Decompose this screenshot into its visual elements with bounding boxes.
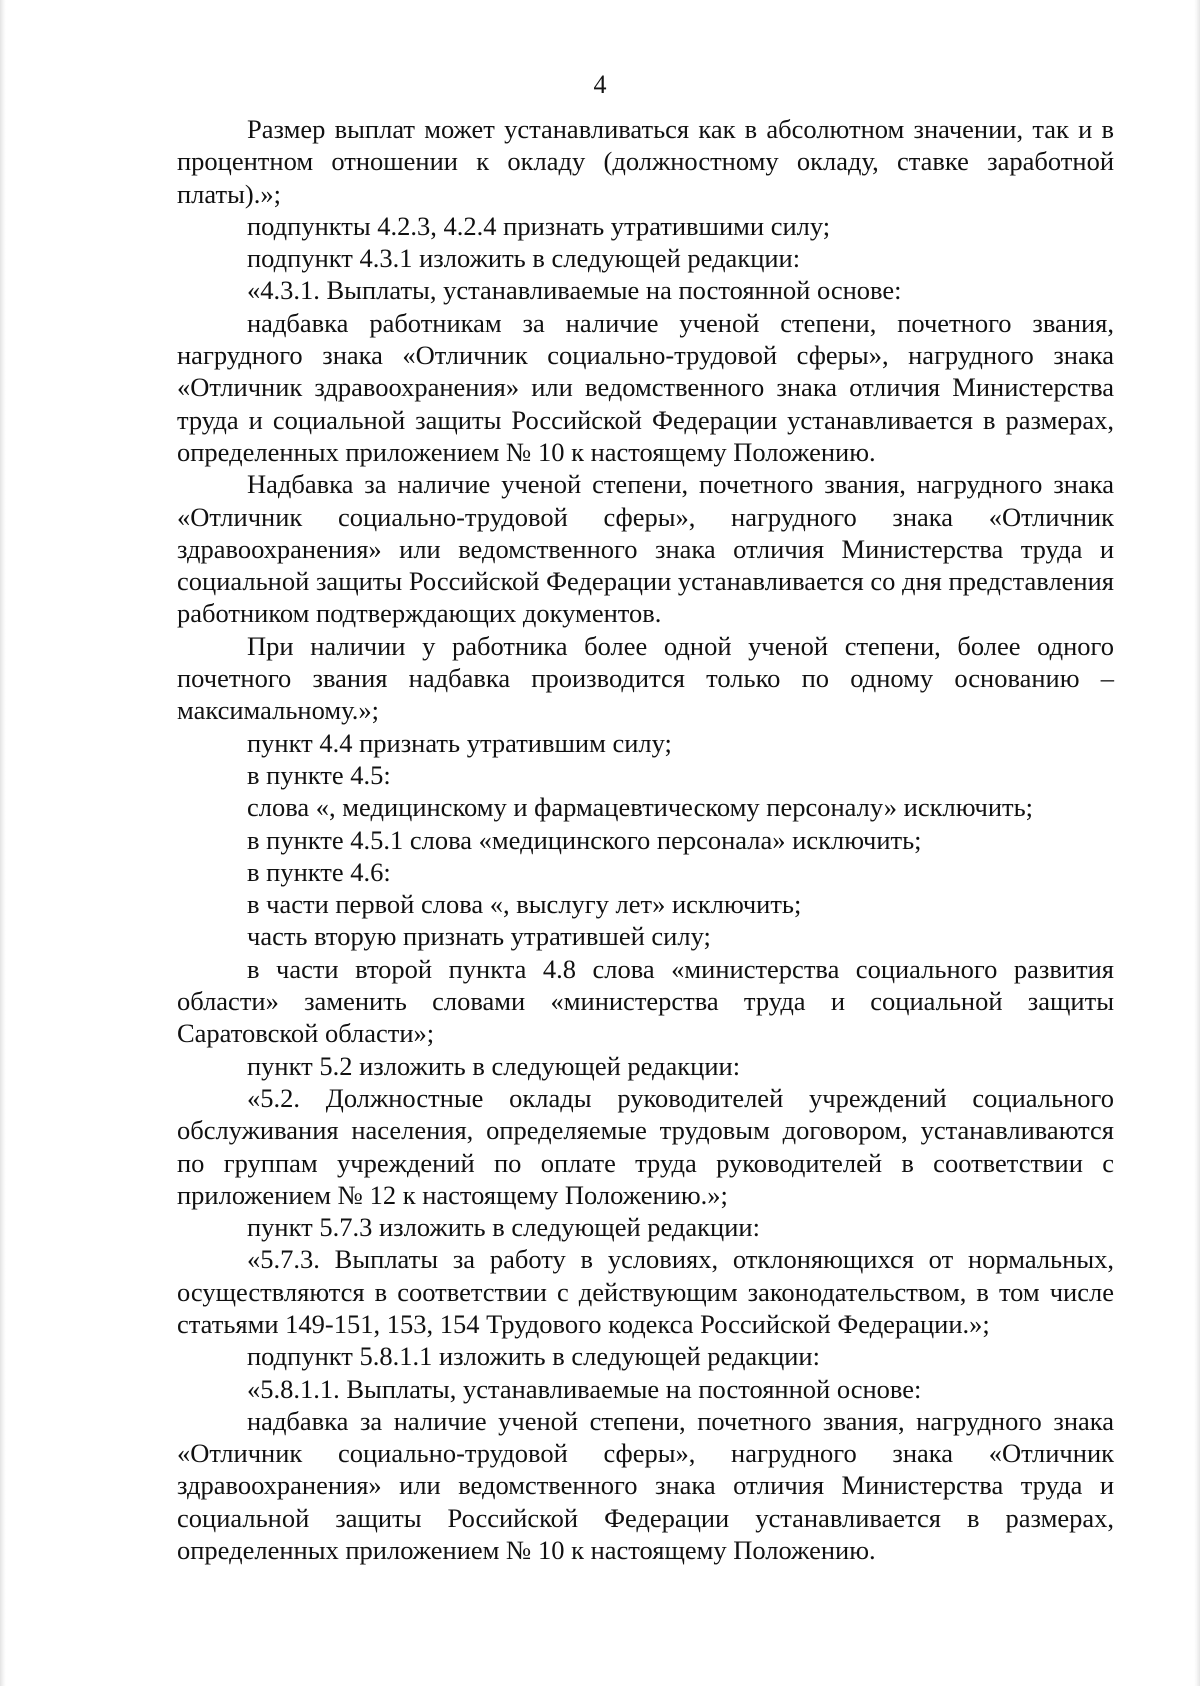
paragraph: в пункте 4.6:	[247, 856, 391, 887]
paragraph: в пункте 4.5:	[247, 759, 391, 790]
paragraph: «5.2. Должностные оклады руководителей учреждений социального обслуживания населения, определяемые трудовым договором, устанавливаются по группам учреждений по оплате труда руководителей в соответствии с приложением № 12 к настоящему Положению.»;	[177, 1082, 1114, 1210]
paragraph: в части первой слова «, выслугу лет» исключить;	[247, 889, 802, 920]
paragraph: «5.7.3. Выплаты за работу в условиях, отклоняющихся от нормальных, осуществляются в соответствии с действующим законодательством, в том числе статьями 149-151, 153, 154 Трудового кодекса Российской Федерации.»;	[177, 1244, 1114, 1339]
paragraph: Надбавка за наличие ученой степени, почетного звания, нагрудного знака «Отличник социально-трудовой сферы», нагрудного знака «Отличник здравоохранения» или ведомственного знака отличия Министерства труда и социальной защиты Российской Федерации устанавливается со дня представления работником подтверждающих документов.	[177, 469, 1114, 629]
paragraph: слова «, медицинскому и фармацевтическому персоналу» исключить;	[247, 792, 1034, 823]
scan-edge-right	[1194, 0, 1200, 1686]
paragraph: подпункты 4.2.3, 4.2.4 признать утратившими силу;	[247, 210, 831, 241]
paragraph: часть вторую признать утратившей силу;	[247, 921, 711, 952]
paragraph: При наличии у работника более одной ученой степени, более одного почетного звания надбавка производится только по одному основанию – максимальному.»;	[177, 630, 1114, 726]
paragraph: «5.8.1.1. Выплаты, устанавливаемые на постоянной основе:	[247, 1373, 922, 1404]
paragraph: Размер выплат может устанавливаться как в абсолютном значении, так и в процентном отношении к окладу (должностному окладу, ставке заработной платы).»;	[177, 114, 1114, 209]
paragraph: в части второй пункта 4.8 слова «министерства социального развития области» заменить словами «министерства труда и социальной защиты Саратовской области»;	[177, 953, 1114, 1049]
scan-edge-left	[0, 0, 6, 1686]
paragraph: надбавка работникам за наличие ученой степени, почетного звания, нагрудного знака «Отличник социально-трудовой сферы», нагрудного знака «Отличник здравоохранения» или ведомственного знака отличия Министерства труда и социальной защиты Российской Федерации устанавливается в размерах, определенных приложением № 10 к настоящему Положению.	[177, 307, 1114, 467]
paragraph: пункт 5.2 изложить в следующей редакции:	[247, 1050, 741, 1081]
paragraph: подпункт 5.8.1.1 изложить в следующей редакции:	[247, 1341, 820, 1372]
page-number: 4	[593, 70, 607, 99]
paragraph: пункт 4.4 признать утратившим силу;	[247, 727, 672, 758]
paragraph: в пункте 4.5.1 слова «медицинского персонала» исключить;	[247, 824, 922, 855]
paragraph: «4.3.1. Выплаты, устанавливаемые на постоянной основе:	[247, 275, 902, 306]
paragraph: надбавка за наличие ученой степени, почетного звания, нагрудного знака «Отличник социально-трудовой сферы», нагрудного знака «Отличник здравоохранения» или ведомственного знака отличия Министерства труда и социальной защиты Российской Федерации устанавливается в размерах, определенных приложением № 10 к настоящему Положению.	[177, 1405, 1114, 1566]
document-body	[177, 113, 1114, 1566]
paragraph: подпункт 4.3.1 изложить в следующей редакции:	[247, 243, 801, 274]
paragraph: пункт 5.7.3 изложить в следующей редакции:	[247, 1212, 760, 1243]
